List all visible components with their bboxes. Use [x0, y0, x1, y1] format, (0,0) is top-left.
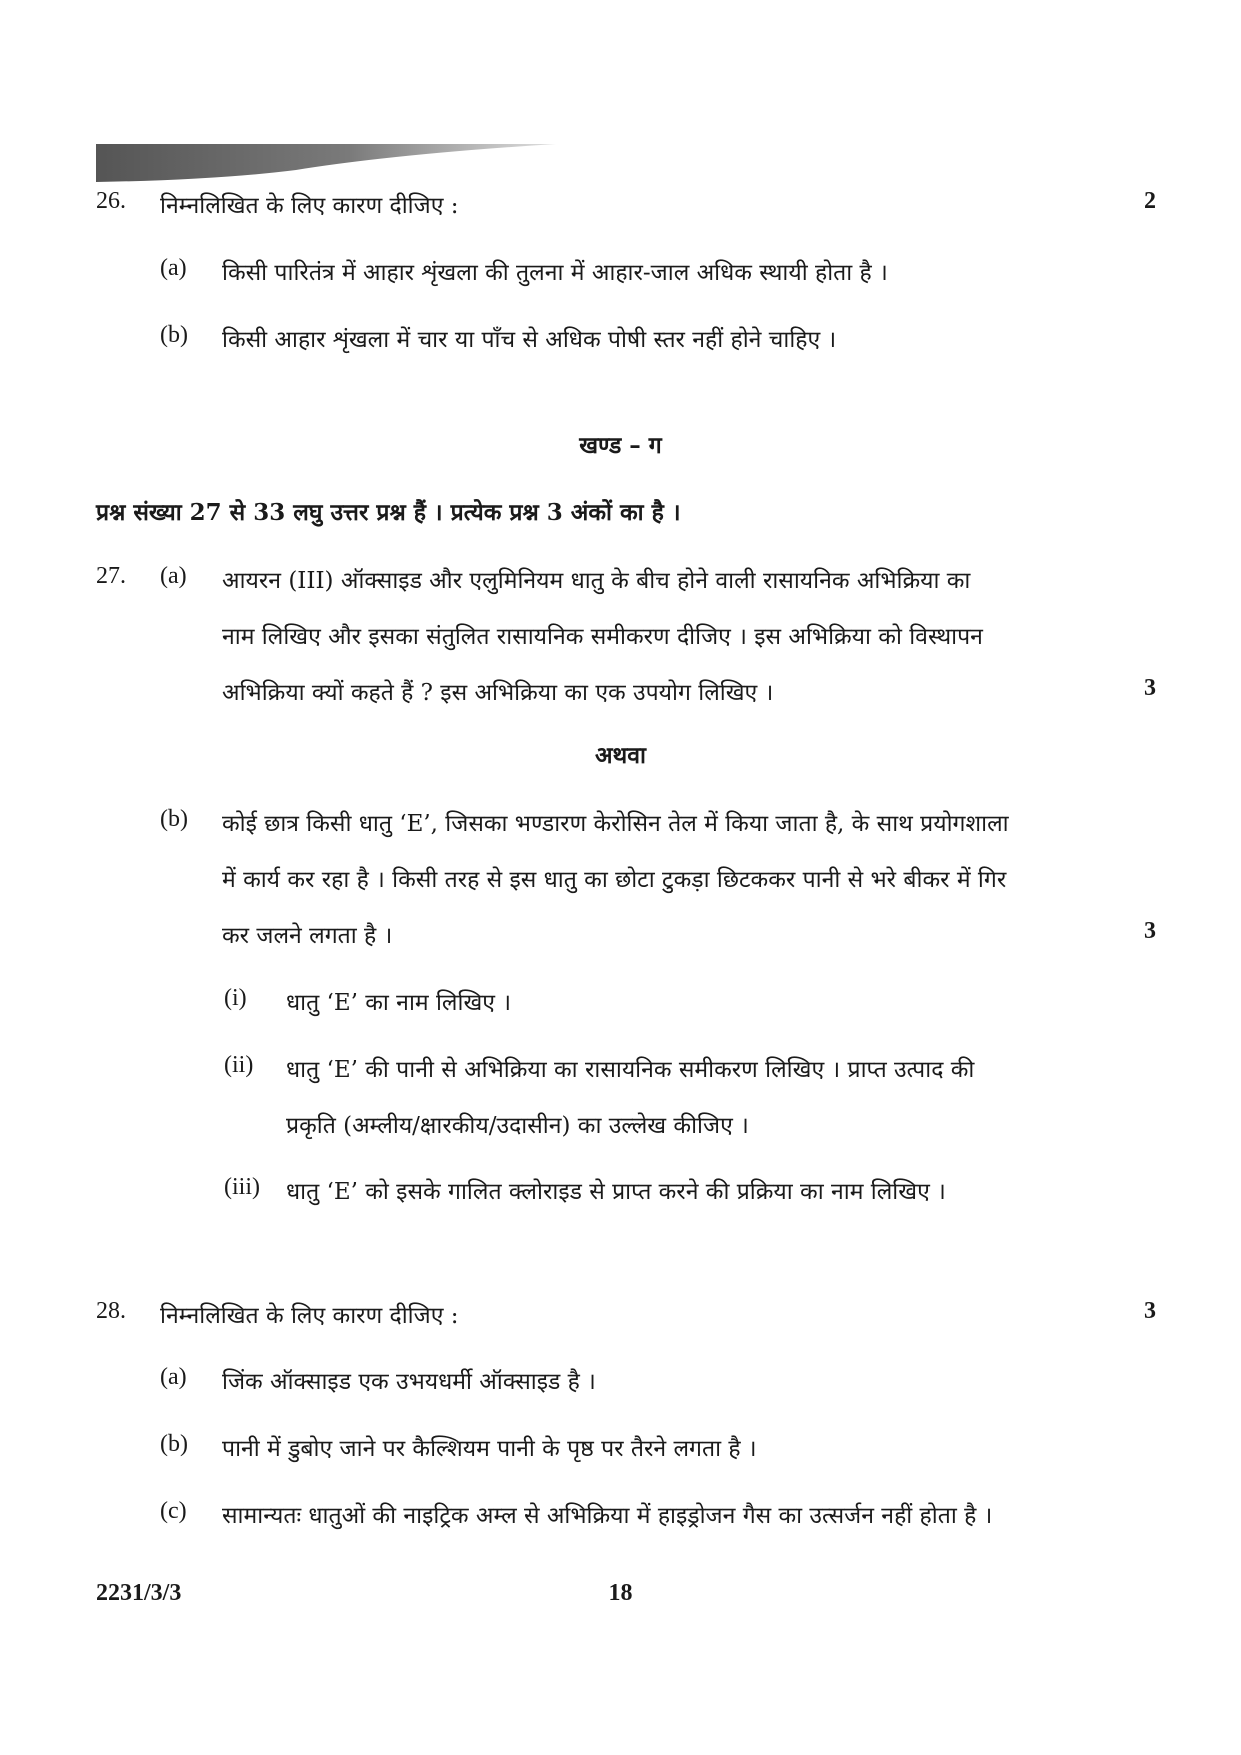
section-instruction: प्रश्न संख्या 27 से 33 लघु उत्तर प्रश्न हैं । प्रत्येक प्रश्न 3 अंकों का है । — [96, 499, 681, 526]
q27-b-line-3: कर जलने लगता है । — [222, 923, 393, 949]
q28-marks: 3 — [1144, 1298, 1156, 1324]
header-decorative-bar — [96, 144, 556, 182]
q26-number: 26. — [96, 188, 126, 214]
q27-number: 27. — [96, 563, 126, 589]
q27-sub-iii-label: (iii) — [224, 1174, 260, 1200]
q28-part-a-text: जिंक ऑक्साइड एक उभयधर्मी ऑक्साइड है । — [222, 1369, 596, 1395]
q27-sub-ii-line-1: धातु ‘E’ की पानी से अभिक्रिया का रासायनिक समीकरण लिखिए । प्राप्त उत्पाद की — [286, 1057, 975, 1083]
q26-stem: निम्नलिखित के लिए कारण दीजिए : — [160, 193, 459, 219]
section-title: खण्ड – ग — [579, 432, 662, 459]
q27-a-marks: 3 — [1144, 675, 1156, 701]
q26-part-b-text: किसी आहार शृंखला में चार या पाँच से अधिक पोषी स्तर नहीं होने चाहिए । — [222, 327, 837, 353]
q27-a-line-3: अभिक्रिया क्यों कहते हैं ? इस अभिक्रिया का एक उपयोग लिखिए । — [222, 680, 774, 706]
q27-part-b-label: (b) — [160, 806, 188, 832]
q27-sub-ii-label: (ii) — [224, 1052, 254, 1078]
q27-a-line-2: नाम लिखिए और इसका संतुलित रासायनिक समीकरण दीजिए । इस अभिक्रिया को विस्थापन — [222, 624, 983, 650]
footer-paper-code: 2231/3/3 — [96, 1580, 182, 1606]
q27-b-marks: 3 — [1144, 918, 1156, 944]
q28-part-c-label: (c) — [160, 1498, 187, 1524]
q27-b-line-1: कोई छात्र किसी धातु ‘E’, जिसका भण्डारण केरोसिन तेल में किया जाता है, के साथ प्रयोगशाला — [222, 811, 1009, 837]
q28-part-a-label: (a) — [160, 1364, 187, 1390]
q28-stem: निम्नलिखित के लिए कारण दीजिए : — [160, 1303, 459, 1329]
q27-part-a-label: (a) — [160, 563, 187, 589]
q27-sub-ii-line-2: प्रकृति (अम्लीय/क्षारकीय/उदासीन) का उल्लेख कीजिए । — [286, 1113, 749, 1139]
q28-part-c-text: सामान्यतः धातुओं की नाइट्रिक अम्ल से अभिक्रिया में हाइड्रोजन गैस का उत्सर्जन नहीं होता है । — [222, 1503, 993, 1529]
q28-part-b-label: (b) — [160, 1431, 188, 1457]
q27-or-divider: अथवा — [594, 742, 646, 769]
page-number: 18 — [608, 1580, 633, 1606]
q26-part-a-text: किसी पारितंत्र में आहार शृंखला की तुलना में आहार-जाल अधिक स्थायी होता है । — [222, 260, 888, 286]
q27-b-line-2: में कार्य कर रहा है । किसी तरह से इस धातु का छोटा टुकड़ा छिटककर पानी से भरे बीकर में गिर — [222, 867, 1007, 893]
q26-part-b-label: (b) — [160, 322, 188, 348]
q27-sub-i-label: (i) — [224, 985, 247, 1011]
q27-sub-i-text: धातु ‘E’ का नाम लिखिए । — [286, 990, 512, 1016]
q28-part-b-text: पानी में डुबोए जाने पर कैल्शियम पानी के पृष्ठ पर तैरने लगता है । — [222, 1436, 757, 1462]
q27-a-line-1: आयरन (III) ऑक्साइड और एलुमिनियम धातु के बीच होने वाली रासायनिक अभिक्रिया का — [222, 568, 971, 594]
q26-marks: 2 — [1144, 188, 1156, 214]
q27-sub-iii-text: धातु ‘E’ को इसके गालित क्लोराइड से प्राप्त करने की प्रक्रिया का नाम लिखिए । — [286, 1179, 946, 1205]
q28-number: 28. — [96, 1298, 126, 1324]
q26-part-a-label: (a) — [160, 255, 187, 281]
